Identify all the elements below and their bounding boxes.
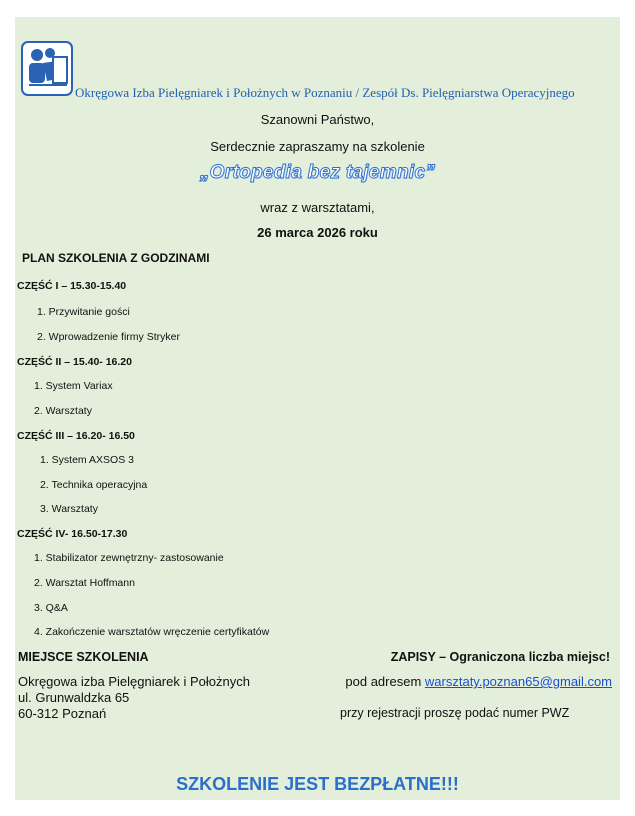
- registration-address: [345, 674, 612, 689]
- section-2-item-2: 2. Warsztaty: [34, 405, 92, 417]
- registration-note: przy rejestracji proszę podać numer PWZ: [340, 706, 570, 720]
- location-line-2: ul. Grunwaldzka 65: [18, 690, 130, 705]
- registration-heading: ZAPISY – Ograniczona liczba miejsc!: [390, 650, 610, 664]
- training-date: 26 marca 2026 roku: [257, 225, 378, 240]
- training-title: „Ortopedia bez tajemnic”: [199, 162, 436, 183]
- section-1-item-2: 2. Wprowadzenie firmy Stryker: [37, 331, 180, 343]
- location-heading: MIEJSCE SZKOLENIA: [18, 650, 149, 664]
- section-4-item-1: 1. Stabilizator zewnętrzny- zastosowanie: [34, 552, 224, 564]
- organization-logo: [21, 41, 73, 96]
- greeting: Szanowni Państwo,: [260, 112, 375, 127]
- registration-address-prefix: pod adresem: [345, 674, 422, 689]
- section-3-item-2: 2. Technika operacyjna: [40, 479, 148, 491]
- organization-name: Okręgowa Izba Pielęgniarek i Położnych w Poznaniu / Zespół Ds. Pielęgniarstwa Operacyjnego: [75, 85, 575, 100]
- section-3-item-3: 3. Warsztaty: [40, 503, 98, 515]
- plan-heading: PLAN SZKOLENIA Z GODZINAMI: [22, 251, 210, 265]
- location-line-1: Okręgowa izba Pielęgniarek i Położnych: [18, 674, 250, 689]
- invitation-text: Serdecznie zapraszamy na szkolenie: [210, 139, 425, 154]
- section-1-title: CZĘŚĆ I – 15.30-15.40: [17, 280, 127, 292]
- section-3-title: CZĘŚĆ III – 16.20- 16.50: [17, 430, 135, 442]
- free-notice: SZKOLENIE JEST BEZPŁATNE!!!: [176, 774, 459, 794]
- location-line-3: 60-312 Poznań: [18, 706, 107, 721]
- section-4-title: CZĘŚĆ IV- 16.50-17.30: [17, 528, 128, 540]
- section-2-title: CZĘŚĆ II – 15.40- 16.20: [17, 356, 132, 368]
- section-4-item-4: 4. Zakończenie warsztatów wręczenie certyfikatów: [34, 626, 270, 638]
- with-workshops-text: wraz z warsztatami,: [260, 200, 375, 215]
- section-4-item-3: 3. Q&A: [34, 602, 68, 614]
- registration-email-link[interactable]: warsztaty.poznan65@gmail.com: [424, 674, 612, 689]
- flyer-page: [15, 17, 620, 800]
- section-2-item-1: 1. System Variax: [34, 380, 113, 392]
- section-3-item-1: 1. System AXSOS 3: [40, 454, 134, 466]
- section-1-item-1: 1. Przywitanie gości: [37, 306, 130, 318]
- section-4-item-2: 2. Warsztat Hoffmann: [34, 577, 135, 589]
- logo-figures-icon: [23, 43, 71, 94]
